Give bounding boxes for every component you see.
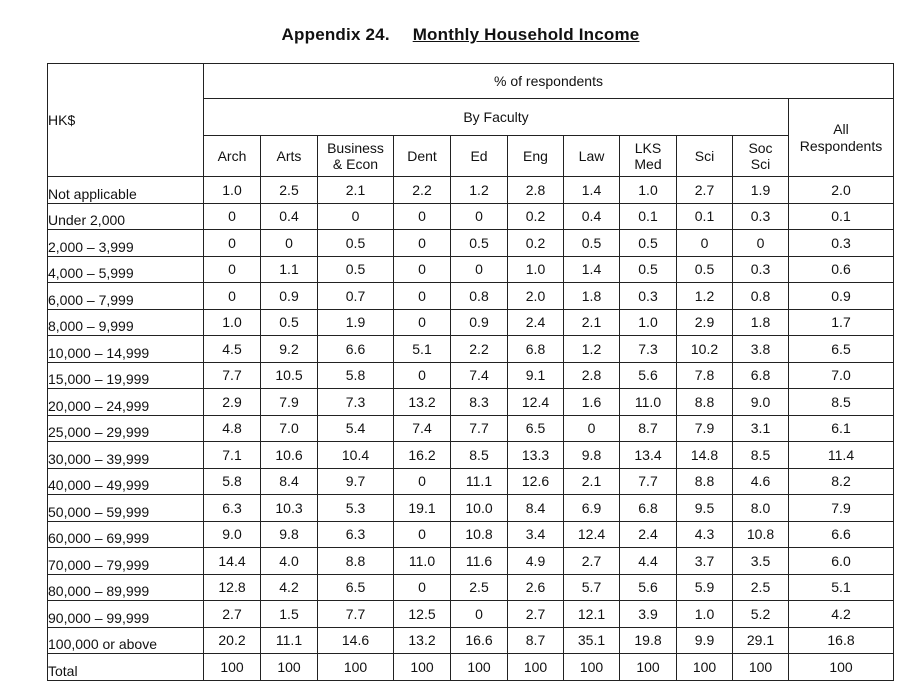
row-label: Under 2,000 (48, 203, 204, 230)
row-label: 20,000 – 24,999 (48, 389, 204, 416)
faculty-value-cell: 11.0 (394, 548, 451, 575)
faculty-value-cell: 0 (204, 256, 261, 283)
faculty-value-cell: 0 (394, 230, 451, 257)
faculty-value-cell: 12.8 (204, 574, 261, 601)
faculty-value-cell: 1.9 (318, 309, 394, 336)
faculty-value-cell: 4.4 (620, 548, 677, 575)
faculty-value-cell: 100 (677, 654, 733, 681)
faculty-value-cell: 9.2 (261, 336, 318, 363)
faculty-value-cell: 0.8 (451, 283, 508, 310)
table-row (48, 442, 894, 469)
all-respondents-cell: 8.5 (789, 389, 894, 416)
faculty-value-cell: 100 (620, 654, 677, 681)
all-respondents-cell: 6.1 (789, 415, 894, 442)
faculty-value-cell: 1.0 (204, 177, 261, 204)
faculty-value-cell: 14.6 (318, 627, 394, 654)
row-label: 6,000 – 7,999 (48, 283, 204, 310)
table-row (48, 521, 894, 548)
faculty-value-cell: 1.0 (620, 309, 677, 336)
appendix-title: Monthly Household Income (412, 25, 640, 44)
faculty-value-cell: 29.1 (733, 627, 789, 654)
faculty-value-cell: 2.7 (204, 601, 261, 628)
table-row (48, 230, 894, 257)
faculty-value-cell: 0.4 (261, 203, 318, 230)
faculty-value-cell: 8.4 (261, 468, 318, 495)
income-table (47, 63, 894, 681)
faculty-value-cell: 8.3 (451, 389, 508, 416)
faculty-value-cell: 0 (204, 283, 261, 310)
faculty-value-cell: 4.8 (204, 415, 261, 442)
table-row (48, 389, 894, 416)
faculty-value-cell: 2.6 (508, 574, 564, 601)
faculty-value-cell: 7.7 (318, 601, 394, 628)
column-header: Business & Econ (318, 136, 394, 177)
faculty-value-cell: 3.8 (733, 336, 789, 363)
table-row (48, 256, 894, 283)
all-respondents-cell: 0.1 (789, 203, 894, 230)
column-header: Eng (508, 136, 564, 177)
faculty-value-cell: 2.2 (394, 177, 451, 204)
faculty-value-cell: 1.0 (508, 256, 564, 283)
faculty-value-cell: 5.8 (318, 362, 394, 389)
faculty-value-cell: 1.9 (733, 177, 789, 204)
faculty-value-cell: 2.1 (564, 309, 620, 336)
faculty-value-cell: 2.1 (564, 468, 620, 495)
faculty-value-cell: 12.4 (564, 521, 620, 548)
faculty-value-cell: 0.9 (261, 283, 318, 310)
faculty-value-cell: 9.1 (508, 362, 564, 389)
faculty-value-cell: 2.5 (733, 574, 789, 601)
pct-respondents-header: % of respondents (204, 64, 894, 99)
faculty-value-cell: 100 (451, 654, 508, 681)
faculty-value-cell: 0 (261, 230, 318, 257)
faculty-value-cell: 7.7 (620, 468, 677, 495)
faculty-value-cell: 5.6 (620, 362, 677, 389)
faculty-value-cell: 1.5 (261, 601, 318, 628)
faculty-value-cell: 0 (564, 415, 620, 442)
table-row (48, 203, 894, 230)
faculty-value-cell: 8.8 (677, 389, 733, 416)
row-label: 90,000 – 99,999 (48, 601, 204, 628)
table-row (48, 468, 894, 495)
faculty-value-cell: 0.2 (508, 230, 564, 257)
faculty-value-cell: 100 (318, 654, 394, 681)
faculty-value-cell: 11.1 (451, 468, 508, 495)
all-respondents-cell: 0.6 (789, 256, 894, 283)
faculty-value-cell: 8.7 (508, 627, 564, 654)
row-label: 70,000 – 79,999 (48, 548, 204, 575)
faculty-value-cell: 1.1 (261, 256, 318, 283)
faculty-value-cell: 5.4 (318, 415, 394, 442)
faculty-value-cell: 0.5 (318, 256, 394, 283)
column-header: Arts (261, 136, 318, 177)
all-respondents-cell: 0.3 (789, 230, 894, 257)
row-label: 8,000 – 9,999 (48, 309, 204, 336)
faculty-value-cell: 1.2 (451, 177, 508, 204)
faculty-value-cell: 9.9 (677, 627, 733, 654)
faculty-value-cell: 4.9 (508, 548, 564, 575)
all-respondents-cell: 4.2 (789, 601, 894, 628)
faculty-value-cell: 10.4 (318, 442, 394, 469)
all-respondents-cell: 6.5 (789, 336, 894, 363)
table-row (48, 495, 894, 522)
faculty-value-cell: 100 (394, 654, 451, 681)
all-respondents-cell: 7.0 (789, 362, 894, 389)
faculty-value-cell: 2.4 (620, 521, 677, 548)
faculty-value-cell: 9.8 (261, 521, 318, 548)
faculty-value-cell: 0 (204, 230, 261, 257)
faculty-value-cell: 0.1 (677, 203, 733, 230)
faculty-value-cell: 8.0 (733, 495, 789, 522)
all-respondents-cell: 7.9 (789, 495, 894, 522)
faculty-value-cell: 2.2 (451, 336, 508, 363)
faculty-value-cell: 100 (204, 654, 261, 681)
table-row (48, 309, 894, 336)
faculty-value-cell: 4.5 (204, 336, 261, 363)
faculty-value-cell: 0 (394, 468, 451, 495)
faculty-value-cell: 6.9 (564, 495, 620, 522)
faculty-value-cell: 0.5 (318, 230, 394, 257)
faculty-value-cell: 1.4 (564, 177, 620, 204)
faculty-value-cell: 6.3 (318, 521, 394, 548)
faculty-value-cell: 6.3 (204, 495, 261, 522)
faculty-value-cell: 100 (261, 654, 318, 681)
faculty-value-cell: 3.1 (733, 415, 789, 442)
faculty-value-cell: 14.8 (677, 442, 733, 469)
all-respondents-cell: 100 (789, 654, 894, 681)
table-row (48, 177, 894, 204)
faculty-value-cell: 8.4 (508, 495, 564, 522)
faculty-value-cell: 0 (451, 256, 508, 283)
faculty-value-cell: 0 (204, 203, 261, 230)
appendix-number: Appendix 24. (281, 25, 390, 44)
faculty-value-cell: 1.0 (677, 601, 733, 628)
faculty-value-cell: 0 (394, 309, 451, 336)
page-title (0, 25, 921, 45)
faculty-value-cell: 8.5 (451, 442, 508, 469)
faculty-value-cell: 3.7 (677, 548, 733, 575)
faculty-value-cell: 7.9 (677, 415, 733, 442)
all-respondents-cell: 2.0 (789, 177, 894, 204)
faculty-value-cell: 4.3 (677, 521, 733, 548)
all-respondents-cell: 1.7 (789, 309, 894, 336)
faculty-value-cell: 0.9 (451, 309, 508, 336)
faculty-value-cell: 5.6 (620, 574, 677, 601)
faculty-value-cell: 1.6 (564, 389, 620, 416)
column-header: Arch (204, 136, 261, 177)
all-respondents-cell: 6.0 (789, 548, 894, 575)
faculty-value-cell: 9.5 (677, 495, 733, 522)
row-label: 25,000 – 29,999 (48, 415, 204, 442)
column-header: Law (564, 136, 620, 177)
faculty-value-cell: 19.1 (394, 495, 451, 522)
faculty-value-cell: 6.8 (733, 362, 789, 389)
faculty-value-cell: 0.5 (620, 230, 677, 257)
all-respondents-cell: 16.8 (789, 627, 894, 654)
faculty-value-cell: 2.7 (677, 177, 733, 204)
faculty-value-cell: 9.0 (733, 389, 789, 416)
faculty-value-cell: 2.7 (564, 548, 620, 575)
faculty-value-cell: 7.8 (677, 362, 733, 389)
faculty-value-cell: 1.2 (564, 336, 620, 363)
faculty-value-cell: 0.5 (564, 230, 620, 257)
faculty-value-cell: 1.2 (677, 283, 733, 310)
faculty-value-cell: 1.0 (620, 177, 677, 204)
table-row (48, 336, 894, 363)
column-header: Sci (677, 136, 733, 177)
faculty-value-cell: 12.4 (508, 389, 564, 416)
row-label: 2,000 – 3,999 (48, 230, 204, 257)
column-header: LKS Med (620, 136, 677, 177)
faculty-value-cell: 0 (677, 230, 733, 257)
row-header-hk: HK$ (48, 64, 204, 177)
faculty-value-cell: 0 (394, 256, 451, 283)
faculty-value-cell: 9.0 (204, 521, 261, 548)
faculty-value-cell: 100 (508, 654, 564, 681)
faculty-value-cell: 0.5 (677, 256, 733, 283)
by-faculty-header: By Faculty (204, 99, 789, 136)
faculty-value-cell: 3.5 (733, 548, 789, 575)
table-row (48, 415, 894, 442)
all-respondents-header: All Respondents (789, 99, 894, 177)
faculty-value-cell: 2.8 (564, 362, 620, 389)
faculty-value-cell: 8.8 (318, 548, 394, 575)
faculty-value-cell: 0.3 (733, 256, 789, 283)
faculty-value-cell: 2.7 (508, 601, 564, 628)
all-respondents-cell: 5.1 (789, 574, 894, 601)
all-respondents-cell: 11.4 (789, 442, 894, 469)
table-row (48, 574, 894, 601)
faculty-value-cell: 9.7 (318, 468, 394, 495)
faculty-value-cell: 10.8 (451, 521, 508, 548)
faculty-value-cell: 0.1 (620, 203, 677, 230)
faculty-value-cell: 0 (394, 521, 451, 548)
faculty-value-cell: 0.2 (508, 203, 564, 230)
faculty-value-cell: 9.8 (564, 442, 620, 469)
faculty-value-cell: 12.6 (508, 468, 564, 495)
faculty-value-cell: 0.5 (261, 309, 318, 336)
faculty-value-cell: 0 (394, 362, 451, 389)
faculty-value-cell: 5.2 (733, 601, 789, 628)
faculty-value-cell: 5.7 (564, 574, 620, 601)
faculty-value-cell: 6.8 (620, 495, 677, 522)
faculty-value-cell: 11.1 (261, 627, 318, 654)
faculty-value-cell: 2.8 (508, 177, 564, 204)
row-label: 60,000 – 69,999 (48, 521, 204, 548)
row-label: 30,000 – 39,999 (48, 442, 204, 469)
faculty-value-cell: 10.8 (733, 521, 789, 548)
faculty-value-cell: 0 (733, 230, 789, 257)
faculty-value-cell: 0 (394, 203, 451, 230)
faculty-value-cell: 4.6 (733, 468, 789, 495)
faculty-value-cell: 0.8 (733, 283, 789, 310)
faculty-value-cell: 16.6 (451, 627, 508, 654)
table-row (48, 283, 894, 310)
faculty-value-cell: 1.8 (564, 283, 620, 310)
row-label: 100,000 or above (48, 627, 204, 654)
faculty-value-cell: 7.1 (204, 442, 261, 469)
faculty-value-cell: 35.1 (564, 627, 620, 654)
faculty-value-cell: 4.2 (261, 574, 318, 601)
row-label: 15,000 – 19,999 (48, 362, 204, 389)
faculty-value-cell: 7.7 (451, 415, 508, 442)
faculty-value-cell: 8.5 (733, 442, 789, 469)
row-label: Not applicable (48, 177, 204, 204)
faculty-value-cell: 6.5 (508, 415, 564, 442)
table-body (48, 177, 894, 681)
faculty-value-cell: 3.4 (508, 521, 564, 548)
faculty-value-cell: 0 (451, 203, 508, 230)
row-label: 80,000 – 89,999 (48, 574, 204, 601)
faculty-value-cell: 13.2 (394, 389, 451, 416)
faculty-value-cell: 2.9 (677, 309, 733, 336)
table-row (48, 548, 894, 575)
faculty-value-cell: 13.3 (508, 442, 564, 469)
faculty-value-cell: 7.4 (451, 362, 508, 389)
faculty-value-cell: 0 (451, 601, 508, 628)
faculty-value-cell: 10.2 (677, 336, 733, 363)
faculty-value-cell: 7.7 (204, 362, 261, 389)
faculty-value-cell: 11.0 (620, 389, 677, 416)
faculty-value-cell: 6.8 (508, 336, 564, 363)
all-respondents-cell: 8.2 (789, 468, 894, 495)
faculty-value-cell: 0.3 (733, 203, 789, 230)
faculty-value-cell: 7.3 (620, 336, 677, 363)
faculty-value-cell: 10.3 (261, 495, 318, 522)
faculty-value-cell: 2.5 (451, 574, 508, 601)
row-label: 4,000 – 5,999 (48, 256, 204, 283)
row-label: 50,000 – 59,999 (48, 495, 204, 522)
faculty-value-cell: 13.4 (620, 442, 677, 469)
faculty-value-cell: 0.4 (564, 203, 620, 230)
faculty-value-cell: 1.0 (204, 309, 261, 336)
row-label: 10,000 – 14,999 (48, 336, 204, 363)
faculty-value-cell: 0.7 (318, 283, 394, 310)
row-label: 40,000 – 49,999 (48, 468, 204, 495)
faculty-value-cell: 4.0 (261, 548, 318, 575)
table-row (48, 627, 894, 654)
faculty-value-cell: 5.9 (677, 574, 733, 601)
faculty-value-cell: 0 (394, 574, 451, 601)
column-header: Dent (394, 136, 451, 177)
faculty-value-cell: 7.9 (261, 389, 318, 416)
faculty-value-cell: 10.6 (261, 442, 318, 469)
faculty-value-cell: 16.2 (394, 442, 451, 469)
faculty-value-cell: 7.3 (318, 389, 394, 416)
faculty-value-cell: 11.6 (451, 548, 508, 575)
faculty-value-cell: 2.0 (508, 283, 564, 310)
faculty-value-cell: 0.5 (451, 230, 508, 257)
row-label: Total (48, 654, 204, 681)
faculty-value-cell: 6.6 (318, 336, 394, 363)
faculty-value-cell: 0 (318, 203, 394, 230)
faculty-value-cell: 2.1 (318, 177, 394, 204)
faculty-value-cell: 0.3 (620, 283, 677, 310)
faculty-value-cell: 5.1 (394, 336, 451, 363)
column-header: Soc Sci (733, 136, 789, 177)
faculty-value-cell: 10.5 (261, 362, 318, 389)
faculty-value-cell: 14.4 (204, 548, 261, 575)
column-header: Ed (451, 136, 508, 177)
faculty-value-cell: 7.0 (261, 415, 318, 442)
faculty-value-cell: 10.0 (451, 495, 508, 522)
faculty-value-cell: 13.2 (394, 627, 451, 654)
faculty-value-cell: 100 (733, 654, 789, 681)
faculty-value-cell: 100 (564, 654, 620, 681)
faculty-value-cell: 8.7 (620, 415, 677, 442)
faculty-value-cell: 1.4 (564, 256, 620, 283)
faculty-value-cell: 12.1 (564, 601, 620, 628)
table-row (48, 362, 894, 389)
faculty-value-cell: 8.8 (677, 468, 733, 495)
faculty-value-cell: 20.2 (204, 627, 261, 654)
faculty-value-cell: 12.5 (394, 601, 451, 628)
faculty-value-cell: 7.4 (394, 415, 451, 442)
faculty-value-cell: 2.4 (508, 309, 564, 336)
faculty-value-cell: 19.8 (620, 627, 677, 654)
faculty-value-cell: 5.8 (204, 468, 261, 495)
faculty-value-cell: 0 (394, 283, 451, 310)
faculty-value-cell: 1.8 (733, 309, 789, 336)
faculty-value-cell: 5.3 (318, 495, 394, 522)
faculty-value-cell: 2.9 (204, 389, 261, 416)
faculty-value-cell: 3.9 (620, 601, 677, 628)
table-row (48, 601, 894, 628)
all-respondents-cell: 6.6 (789, 521, 894, 548)
faculty-value-cell: 6.5 (318, 574, 394, 601)
faculty-value-cell: 0.5 (620, 256, 677, 283)
faculty-value-cell: 2.5 (261, 177, 318, 204)
table-row (48, 654, 894, 681)
all-respondents-cell: 0.9 (789, 283, 894, 310)
